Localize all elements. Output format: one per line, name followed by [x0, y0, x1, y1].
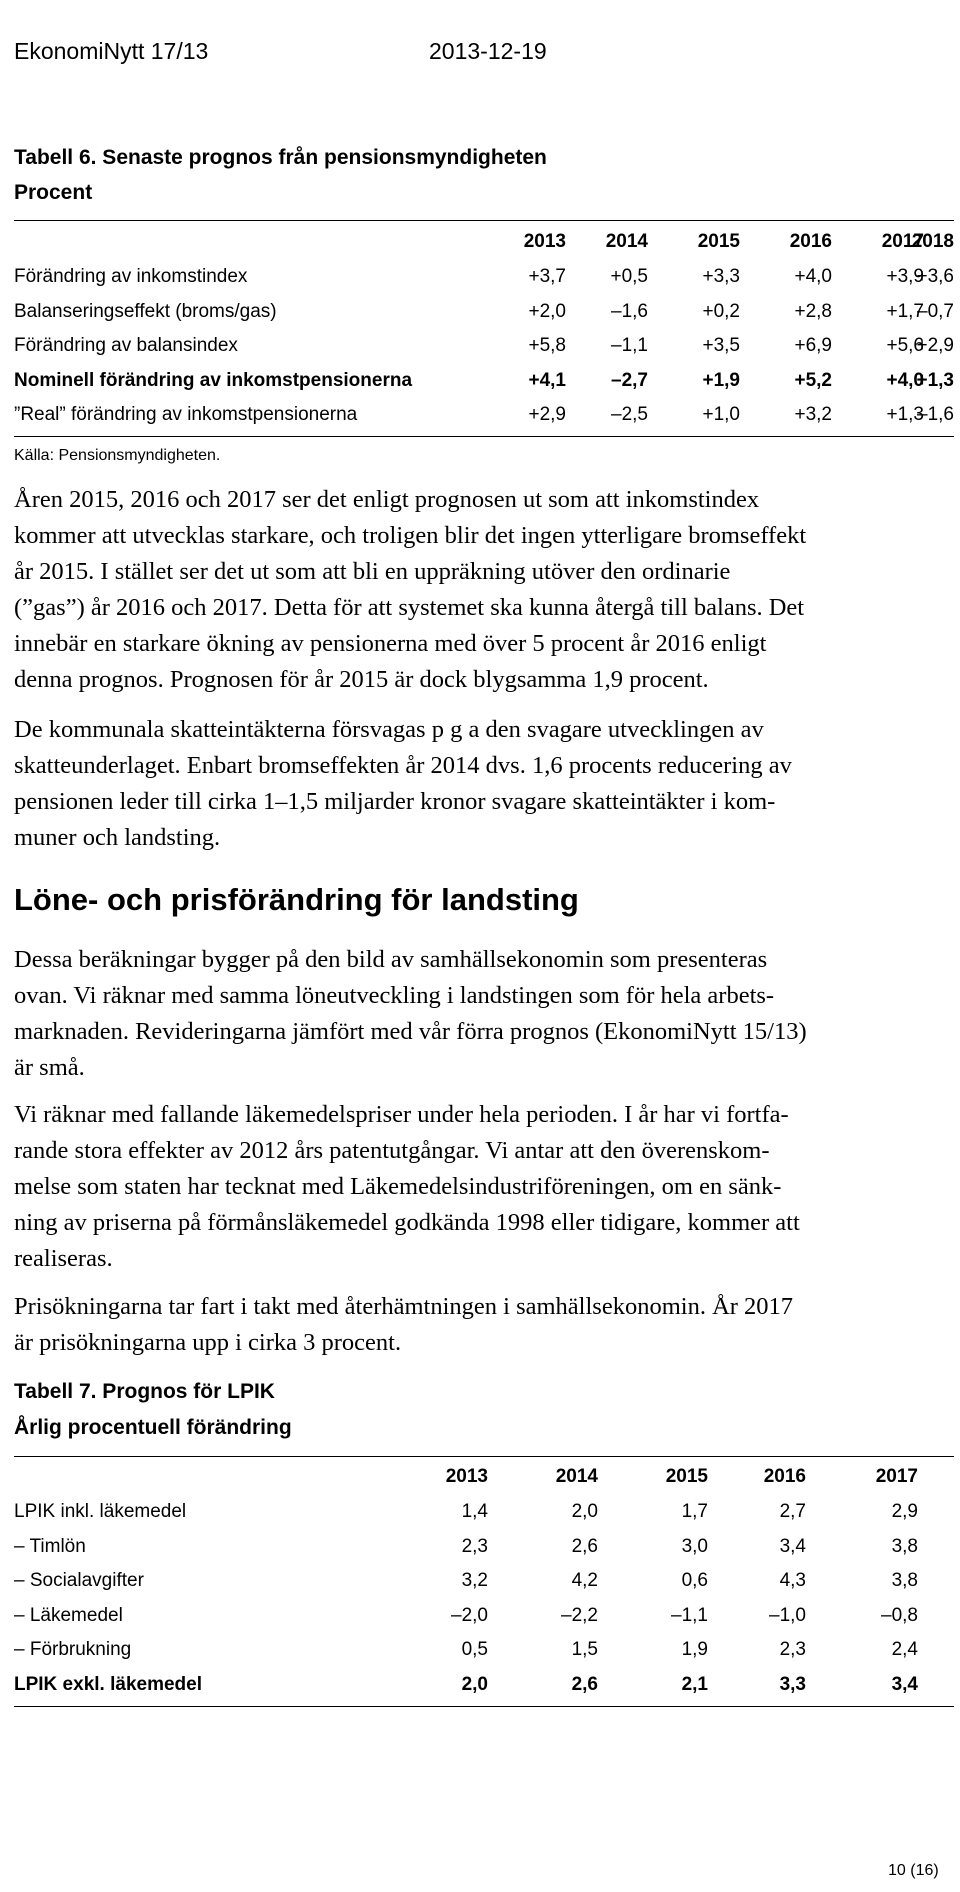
- table-row: [14, 331, 954, 361]
- table-row: [14, 297, 954, 327]
- column-header: 2015: [697, 231, 740, 252]
- column-header: 2015: [665, 1466, 708, 1487]
- table-cell: 1,4: [461, 1501, 488, 1522]
- table-cell: +1,7: [886, 300, 924, 322]
- table-cell: –1,6: [611, 300, 648, 322]
- table-cell: 3,8: [891, 1570, 918, 1591]
- paragraph-line: Dessa beräkningar bygger på den bild av samhällsekonomin som presenteras: [14, 946, 768, 973]
- table-cell: –1,1: [611, 335, 648, 356]
- column-header: 2017: [881, 231, 924, 252]
- table-row: [14, 1670, 954, 1700]
- paragraph-line: (”gas”) år 2016 och 2017. Detta för att systemet ska kunna återgå till balans. Det: [14, 594, 805, 621]
- table-header-row: [14, 227, 954, 257]
- table-cell: 2,4: [891, 1639, 918, 1660]
- table-cell: +2,9: [916, 335, 954, 356]
- table-cell: –0,7: [917, 300, 954, 322]
- table-cell: 4,3: [779, 1570, 806, 1591]
- table-cell: 3,4: [891, 1673, 918, 1695]
- table-row: [14, 262, 954, 292]
- table-cell: –2,0: [451, 1604, 488, 1626]
- table-cell: 4,2: [571, 1570, 598, 1591]
- table-row: [14, 400, 954, 430]
- paragraph-1: [14, 482, 954, 698]
- table-cell: +3,5: [702, 335, 740, 356]
- table-cell: 2,1: [681, 1673, 708, 1695]
- column-header: 2016: [789, 231, 832, 252]
- table7-title: Tabell 7. Prognos för LPIK: [14, 1380, 275, 1403]
- table-cell: 2,3: [779, 1639, 806, 1660]
- paragraph-2: [14, 712, 954, 856]
- paragraph-line: är prisökningarna upp i cirka 3 procent.: [14, 1329, 402, 1356]
- table-header-row: [14, 1462, 954, 1492]
- table7-subtitle: Årlig procentuell förändring: [14, 1416, 292, 1439]
- table-cell: –1,6: [917, 404, 954, 425]
- table-cell: +5,8: [528, 335, 566, 356]
- column-header: 2016: [763, 1466, 806, 1487]
- row-label: – Timlön: [14, 1535, 86, 1557]
- table-cell: +2,8: [794, 300, 832, 322]
- row-label: LPIK exkl. läkemedel: [14, 1673, 202, 1695]
- row-label: Balanseringseffekt (broms/gas): [14, 300, 277, 322]
- table-cell: +4,1: [528, 369, 566, 391]
- paragraph-line: denna prognos. Prognosen för år 2015 är dock blygsamma 1,9 procent.: [14, 666, 709, 693]
- table-cell: 2,6: [571, 1673, 598, 1695]
- paragraph-line: Åren 2015, 2016 och 2017 ser det enligt prognosen ut som att inkomstindex: [14, 486, 760, 513]
- row-label: ”Real” förändring av inkomstpensionerna: [14, 404, 358, 425]
- row-label: LPIK inkl. läkemedel: [14, 1501, 187, 1522]
- paragraph-line: muner och landsting.: [14, 824, 221, 851]
- table-cell: 3,3: [779, 1673, 806, 1695]
- paragraph-line: ovan. Vi räknar med samma löneutveckling i landstingen som för hela arbets-: [14, 982, 775, 1009]
- column-header: 2014: [605, 231, 648, 252]
- table6-source: Källa: Pensionsmyndigheten.: [14, 447, 221, 464]
- table-cell: +0,5: [610, 266, 648, 287]
- table-cell: 3,2: [461, 1570, 488, 1591]
- table-cell: +5,6: [886, 335, 924, 356]
- table-cell: 2,0: [461, 1673, 488, 1695]
- header-publication: EkonomiNytt 17/13: [14, 38, 209, 64]
- row-label: Förändring av balansindex: [14, 335, 238, 356]
- column-header: 2018: [911, 231, 954, 252]
- row-label: – Socialavgifter: [14, 1570, 144, 1591]
- table-cell: 2,7: [779, 1501, 806, 1522]
- paragraph-line: år 2015. I stället ser det ut som att bli en uppräkning utöver den ordinarie: [14, 558, 731, 585]
- table-cell: –2,5: [611, 404, 648, 425]
- table7-bottom-rule: [14, 1706, 954, 1707]
- table-cell: –2,2: [561, 1604, 598, 1626]
- page-number: 10 (16): [888, 1862, 939, 1879]
- section-heading: Löne- och prisförändring för landsting: [14, 882, 579, 917]
- row-label: Förändring av inkomstindex: [14, 266, 248, 287]
- paragraph-line: är små.: [14, 1054, 85, 1081]
- paragraph-5: [14, 1289, 954, 1361]
- table-cell: +1,0: [702, 404, 740, 425]
- paragraph-4: [14, 1097, 954, 1277]
- column-header: 2017: [875, 1466, 918, 1487]
- table-cell: +3,7: [528, 266, 566, 287]
- table-cell: –0,8: [881, 1604, 918, 1626]
- table-cell: +4,0: [794, 266, 832, 287]
- table-row: [14, 1497, 954, 1527]
- paragraph-line: melse som staten har tecknat med Läkemedelsindustriföreningen, om en sänk-: [14, 1173, 782, 1200]
- table-cell: +1,3: [886, 404, 924, 425]
- table-cell: 3,0: [681, 1535, 708, 1557]
- table-cell: +5,2: [794, 369, 832, 391]
- header-date: 2013-12-19: [429, 38, 547, 64]
- table-cell: 1,5: [571, 1639, 598, 1660]
- table7-top-rule: [14, 1456, 954, 1457]
- table-cell: +6,9: [794, 335, 832, 356]
- table-cell: +1,9: [702, 369, 740, 391]
- column-header: 2013: [445, 1466, 488, 1487]
- row-label: – Läkemedel: [14, 1604, 123, 1626]
- table-cell: 2,9: [891, 1501, 918, 1522]
- paragraph-line: De kommunala skatteintäkterna försvagas p g a den svagare utvecklingen av: [14, 716, 764, 743]
- column-header: 2014: [555, 1466, 598, 1487]
- table-row: [14, 1635, 954, 1665]
- table-row: [14, 1601, 954, 1631]
- table-cell: 0,5: [461, 1639, 488, 1660]
- table-cell: +0,2: [702, 300, 740, 322]
- table-cell: +3,3: [702, 266, 740, 287]
- table-cell: +3,2: [794, 404, 832, 425]
- paragraph-line: rande stora effekter av 2012 års patentutgångar. Vi antar att den överenskom-: [14, 1137, 770, 1164]
- paragraph-line: kommer att utvecklas starkare, och troligen blir det ingen ytterligare bromseffekt: [14, 522, 807, 549]
- paragraph-line: Vi räknar med fallande läkemedelspriser under hela perioden. I år har vi fortfa-: [14, 1101, 789, 1128]
- paragraph-line: Prisökningarna tar fart i takt med återhämtningen i samhällsekonomin. År 2017: [14, 1293, 794, 1320]
- table-cell: 3,4: [779, 1535, 806, 1557]
- column-header: 2013: [523, 231, 566, 252]
- table6-top-rule: [14, 220, 954, 221]
- table6-bottom-rule: [14, 436, 954, 437]
- paragraph-line: pensionen leder till cirka 1–1,5 miljarder kronor svagare skatteintäkter i kom-: [14, 788, 776, 815]
- table-row: [14, 1566, 954, 1596]
- table-cell: –1,1: [671, 1604, 708, 1626]
- table-cell: +2,0: [528, 300, 566, 322]
- table-cell: 3,8: [891, 1535, 918, 1557]
- table6-title: Tabell 6. Senaste prognos från pensionsmyndigheten: [14, 146, 547, 169]
- row-label: Nominell förändring av inkomstpensionerna: [14, 369, 413, 391]
- table-cell: 2,6: [571, 1535, 598, 1557]
- table-cell: 0,6: [681, 1570, 708, 1591]
- table6-subtitle: Procent: [14, 181, 93, 204]
- table-cell: +4,0: [886, 369, 924, 391]
- paragraph-line: realiseras.: [14, 1245, 113, 1272]
- table-cell: +1,3: [916, 369, 954, 391]
- table-cell: +3,9: [886, 266, 924, 287]
- table-cell: 1,7: [681, 1501, 708, 1522]
- row-label: – Förbrukning: [14, 1639, 132, 1660]
- paragraph-3: [14, 942, 954, 1086]
- table-cell: 1,9: [681, 1639, 708, 1660]
- table-cell: –2,7: [611, 369, 648, 391]
- paragraph-line: skatteunderlaget. Enbart bromseffekten år 2014 dvs. 1,6 procents reducering av: [14, 752, 792, 779]
- table-row: [14, 366, 954, 396]
- table-row: [14, 1532, 954, 1562]
- paragraph-line: marknaden. Revideringarna jämfört med vår förra prognos (EkonomiNytt 15/13): [14, 1018, 807, 1045]
- paragraph-line: innebär en starkare ökning av pensionerna med över 5 procent år 2016 enligt: [14, 630, 767, 657]
- paragraph-line: ning av priserna på förmånsläkemedel godkända 1998 eller tidigare, kommer att: [14, 1209, 800, 1236]
- table-cell: –1,0: [769, 1604, 806, 1626]
- table-cell: 2,0: [571, 1501, 598, 1522]
- table-cell: 2,3: [461, 1535, 488, 1557]
- table-cell: +3,6: [916, 266, 954, 287]
- table-cell: +2,9: [528, 404, 566, 425]
